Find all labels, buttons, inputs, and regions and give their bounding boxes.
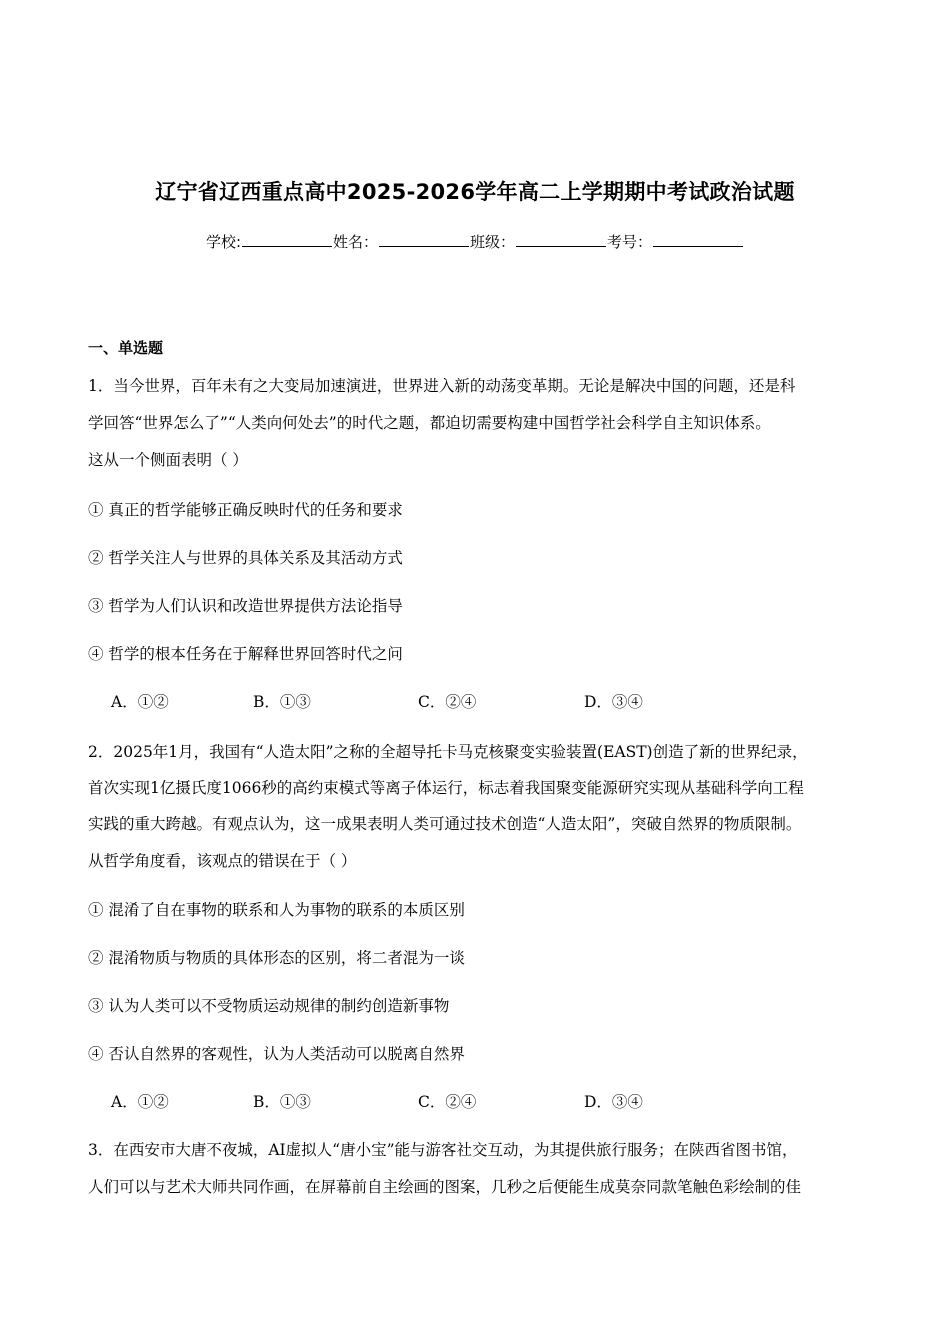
name-label: 姓名：: [333, 233, 379, 251]
q1-item: ① 真正的哲学能够正确反映时代的任务和要求: [88, 501, 403, 519]
q1-stem-line: 学回答“世界怎么了”“人类向何处去”的时代之题，都迫切需要构建中国哲学社会科学自主知识体系。: [88, 414, 771, 432]
page-title: 辽宁省辽西重点高中2025-2026学年高二上学期期中考试政治试题: [155, 180, 795, 204]
q2-option-c[interactable]: C．②④: [418, 1093, 477, 1111]
number-blank[interactable]: [653, 232, 743, 247]
q2-item: ③ 认为人类可以不受物质运动规律的制约创造新事物: [88, 997, 450, 1015]
q2-stem-line: 实践的重大跨越。有观点认为，这一成果表明人类可通过技术创造“人造太阳”，突破自然界的物质限制。: [88, 815, 802, 833]
q2-item: ② 混淆物质与物质的具体形态的区别，将二者混为一谈: [88, 949, 465, 967]
student-info-line: [0, 231, 950, 252]
q1-item: ④ 哲学的根本任务在于解释世界回答时代之问: [88, 645, 403, 663]
q2-stem-line: 首次实现1亿摄氏度1066秒的高约束模式等离子体运行，标志着我国聚变能源研究实现从基础科学向工程: [88, 779, 804, 797]
q1-option-d[interactable]: D．③④: [584, 693, 643, 711]
q1-option-a[interactable]: A．①②: [111, 693, 169, 711]
q2-stem-line: 2．2025年1月，我国有“人造太阳”之称的全超导托卡马克核聚变实验装置(EAST)创造了新的世界纪录，: [88, 743, 808, 761]
q1-item: ② 哲学关注人与世界的具体关系及其活动方式: [88, 549, 403, 567]
section-heading: 一、单选题: [88, 339, 164, 357]
q1-item: ③ 哲学为人们认识和改造世界提供方法论指导: [88, 597, 403, 615]
q3-stem-line: 3．在西安市大唐不夜城，AI虚拟人“唐小宝”能与游客社交互动，为其提供旅行服务；在陕西省图书馆，: [88, 1141, 798, 1159]
q2-item: ① 混淆了自在事物的联系和人为事物的联系的本质区别: [88, 901, 465, 919]
number-label: 考号：: [607, 233, 653, 251]
q2-option-a[interactable]: A．①②: [111, 1093, 169, 1111]
q2-option-b[interactable]: B．①③: [253, 1093, 311, 1111]
q2-option-d[interactable]: D．③④: [584, 1093, 643, 1111]
q1-stem-line: 1．当今世界，百年未有之大变局加速演进，世界进入新的动荡变革期。无论是解决中国的问题，还是科: [88, 377, 796, 395]
class-label: 班级：: [470, 233, 516, 251]
q1-option-c[interactable]: C．②④: [418, 693, 477, 711]
school-label: 学校:: [205, 233, 241, 251]
q2-stem-line: 从哲学角度看，该观点的错误在于（ ）: [88, 852, 357, 870]
school-blank[interactable]: [242, 232, 332, 247]
name-blank[interactable]: [379, 232, 469, 247]
q3-stem-line: 人们可以与艺术大师共同作画，在屏幕前自主绘画的图案，几秒之后便能生成莫奈同款笔触色彩绘制的佳: [88, 1178, 802, 1196]
q1-stem-line: 这从一个侧面表明（ ）: [88, 451, 248, 469]
q1-option-b[interactable]: B．①③: [253, 693, 311, 711]
class-blank[interactable]: [516, 232, 606, 247]
q2-item: ④ 否认自然界的客观性，认为人类活动可以脱离自然界: [88, 1045, 465, 1063]
